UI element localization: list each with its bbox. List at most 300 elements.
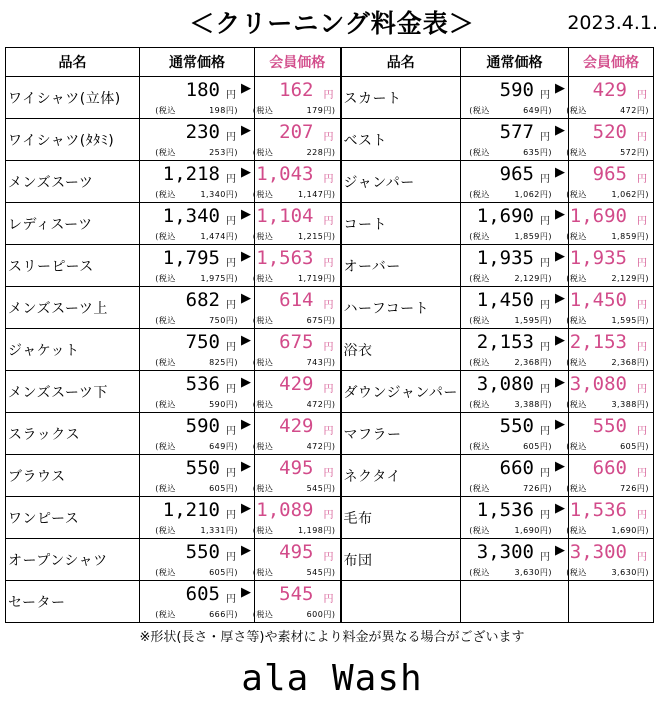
tax-unit: 円) [323, 442, 336, 451]
tax-value: 2,129 [514, 274, 540, 283]
member-price: 207 [279, 121, 314, 143]
yen-unit: 円 [226, 552, 236, 563]
regular-price: 3,080 [476, 373, 534, 395]
tax-label: (税込 [155, 526, 176, 535]
yen-unit: 円 [323, 594, 334, 605]
regular-price-cell [461, 161, 569, 203]
item-name: コート [341, 203, 461, 245]
tax-included-price [155, 231, 238, 242]
tax-included-price [253, 357, 336, 368]
tax-included-price [155, 441, 238, 452]
tax-included-price [155, 525, 238, 536]
tax-label: (税込 [155, 484, 176, 493]
page-title: ＜クリーニング料金表＞ [189, 9, 475, 38]
tax-included-price [155, 315, 238, 326]
tax-label: (税込 [252, 106, 274, 115]
regular-price: 577 [499, 121, 534, 143]
arrow-right-icon: ▶ [241, 249, 251, 264]
yen-unit: 円 [540, 426, 550, 437]
regular-price: 3,300 [476, 541, 534, 563]
item-name: ブラウス [6, 455, 140, 497]
header-name-right: 品名 [341, 48, 461, 77]
tax-included-price [155, 105, 238, 116]
table-row [6, 245, 654, 287]
table-row [6, 581, 654, 623]
member-price: 1,104 [256, 205, 314, 227]
yen-unit: 円 [637, 258, 647, 269]
arrow-right-icon: ▶ [241, 543, 251, 558]
empty-cell [569, 581, 654, 623]
regular-price: 660 [499, 457, 534, 479]
header-regular-left: 通常価格 [140, 48, 255, 77]
yen-unit: 円 [323, 552, 334, 563]
member-price: 1,935 [569, 247, 627, 269]
tax-unit: 円) [225, 568, 238, 577]
header-row [6, 48, 654, 77]
yen-unit: 円 [637, 342, 647, 353]
tax-label: (税込 [469, 148, 490, 157]
tax-label: (税込 [566, 274, 587, 283]
tax-value: 750 [209, 316, 226, 325]
member-price: 429 [279, 373, 314, 395]
arrow-right-icon: ▶ [241, 81, 251, 96]
regular-price: 590 [185, 415, 220, 437]
tax-value: 3,630 [514, 568, 540, 577]
tax-label: (税込 [252, 358, 274, 367]
regular-price: 682 [185, 289, 220, 311]
arrow-right-icon: ▶ [241, 585, 251, 600]
member-price-cell [566, 77, 654, 119]
member-price-cell [566, 371, 654, 413]
regular-price-cell [140, 497, 255, 539]
member-price: 1,450 [569, 289, 627, 311]
tax-unit: 円) [225, 400, 238, 409]
tax-label: (税込 [252, 190, 274, 199]
tax-label: (税込 [252, 316, 274, 325]
tax-included-price [566, 147, 649, 158]
tax-label: (税込 [252, 442, 274, 451]
tax-value: 3,388 [611, 400, 637, 409]
member-price-cell [566, 455, 654, 497]
regular-price: 605 [185, 583, 220, 605]
tax-unit: 円) [539, 316, 552, 325]
tax-included-price [155, 609, 238, 620]
tax-unit: 円) [225, 484, 238, 493]
regular-price-cell [140, 371, 255, 413]
tax-unit: 円) [323, 148, 336, 157]
table-row [6, 539, 654, 581]
member-price-cell [566, 119, 654, 161]
regular-price: 1,218 [162, 163, 220, 185]
item-name: ダウンジャンパー [341, 371, 461, 413]
tax-value: 635 [523, 148, 540, 157]
item-name: ベスト [341, 119, 461, 161]
tax-value: 1,147 [297, 190, 324, 199]
header-member-left: 会員価格 [255, 48, 341, 77]
tax-value: 743 [306, 358, 324, 367]
tax-unit: 円) [636, 232, 649, 241]
tax-label: (税込 [566, 106, 587, 115]
header-name-left: 品名 [6, 48, 140, 77]
regular-price-cell [461, 245, 569, 287]
tax-unit: 円) [323, 274, 336, 283]
header-member-right: 会員価格 [569, 48, 654, 77]
tax-value: 472 [306, 442, 324, 451]
tax-value: 649 [523, 106, 540, 115]
member-price: 1,043 [256, 163, 314, 185]
tax-value: 472 [620, 106, 637, 115]
member-price: 614 [279, 289, 314, 311]
tax-unit: 円) [636, 400, 649, 409]
tax-value: 1,198 [297, 526, 324, 535]
yen-unit: 円 [226, 426, 236, 437]
tax-unit: 円) [323, 190, 336, 199]
tax-included-price [155, 147, 238, 158]
tax-value: 666 [209, 610, 226, 619]
yen-unit: 円 [540, 300, 550, 311]
tax-unit: 円) [225, 274, 238, 283]
tax-unit: 円) [636, 442, 649, 451]
yen-unit: 円 [226, 174, 236, 185]
item-name [341, 581, 461, 623]
tax-label: (税込 [155, 358, 176, 367]
tax-label: (税込 [566, 484, 587, 493]
tax-included-price [566, 273, 649, 284]
tax-included-price [155, 483, 238, 494]
member-price-cell [252, 119, 341, 161]
yen-unit: 円 [540, 258, 550, 269]
member-price: 660 [592, 457, 627, 479]
tax-unit: 円) [323, 358, 336, 367]
regular-price: 1,935 [476, 247, 534, 269]
table-row [6, 77, 654, 119]
tax-unit: 円) [323, 316, 336, 325]
item-name: オープンシャツ [6, 539, 140, 581]
table-row [6, 287, 654, 329]
tax-included-price [566, 483, 649, 494]
yen-unit: 円 [540, 216, 550, 227]
item-name: メンズスーツ下 [6, 371, 140, 413]
regular-price-cell [140, 455, 255, 497]
member-price: 1,089 [256, 499, 314, 521]
arrow-right-icon: ▶ [241, 375, 251, 390]
tax-value: 1,690 [514, 526, 540, 535]
tax-included-price [566, 231, 649, 242]
item-name: ジャンパー [341, 161, 461, 203]
tax-label: (税込 [252, 232, 274, 241]
yen-unit: 円 [226, 384, 236, 395]
regular-price-cell [140, 329, 255, 371]
tax-included-price [253, 105, 336, 116]
yen-unit: 円 [637, 90, 647, 101]
tax-included-price [155, 567, 238, 578]
regular-price-cell [140, 203, 255, 245]
regular-price: 2,153 [476, 331, 534, 353]
tax-label: (税込 [155, 232, 176, 241]
yen-unit: 円 [323, 468, 334, 479]
tax-value: 1,859 [611, 232, 637, 241]
tax-unit: 円) [636, 568, 649, 577]
item-name: ネクタイ [341, 455, 461, 497]
regular-price: 1,210 [162, 499, 220, 521]
tax-unit: 円) [323, 106, 336, 115]
tax-included-price [469, 105, 552, 116]
yen-unit: 円 [540, 342, 550, 353]
tax-label: (税込 [469, 568, 490, 577]
yen-unit: 円 [637, 174, 647, 185]
tax-value: 1,062 [514, 190, 540, 199]
yen-unit: 円 [540, 90, 550, 101]
tax-unit: 円) [225, 526, 238, 535]
item-name: ワンピース [6, 497, 140, 539]
member-price: 675 [279, 331, 314, 353]
tax-unit: 円) [636, 274, 649, 283]
tax-label: (税込 [155, 274, 176, 283]
yen-unit: 円 [226, 300, 236, 311]
yen-unit: 円 [637, 300, 647, 311]
arrow-right-icon: ▶ [555, 165, 565, 180]
tax-value: 198 [209, 106, 226, 115]
member-price: 1,690 [569, 205, 627, 227]
member-price-cell [566, 203, 654, 245]
yen-unit: 円 [323, 426, 334, 437]
tax-label: (税込 [155, 442, 176, 451]
arrow-right-icon: ▶ [241, 333, 251, 348]
tax-label: (税込 [469, 106, 490, 115]
regular-price: 1,536 [476, 499, 534, 521]
member-price: 550 [592, 415, 627, 437]
tax-label: (税込 [566, 526, 587, 535]
yen-unit: 円 [540, 174, 550, 185]
table-row [6, 161, 654, 203]
member-price-cell [252, 161, 341, 203]
empty-cell [461, 581, 569, 623]
tax-unit: 円) [225, 190, 238, 199]
tax-label: (税込 [469, 316, 490, 325]
tax-included-price [469, 231, 552, 242]
yen-unit: 円 [226, 510, 236, 521]
tax-included-price [566, 357, 649, 368]
tax-unit: 円) [225, 358, 238, 367]
arrow-right-icon: ▶ [555, 459, 565, 474]
yen-unit: 円 [226, 216, 236, 227]
member-price: 495 [279, 457, 314, 479]
tax-label: (税込 [155, 568, 176, 577]
tax-included-price [469, 399, 552, 410]
yen-unit: 円 [323, 510, 334, 521]
tax-value: 253 [209, 148, 226, 157]
regular-price-cell [140, 77, 255, 119]
tax-included-price [253, 483, 336, 494]
member-price-cell [252, 329, 341, 371]
tax-label: (税込 [469, 484, 490, 493]
tax-included-price [566, 441, 649, 452]
tax-value: 2,368 [611, 358, 637, 367]
tax-label: (税込 [566, 442, 587, 451]
tax-unit: 円) [539, 106, 552, 115]
item-name: 毛布 [341, 497, 461, 539]
item-name: オーバー [341, 245, 461, 287]
tax-included-price [253, 567, 336, 578]
tax-value: 1,859 [514, 232, 540, 241]
tax-included-price [253, 399, 336, 410]
yen-unit: 円 [323, 384, 334, 395]
tax-included-price [253, 441, 336, 452]
tax-label: (税込 [469, 190, 490, 199]
table-row [6, 329, 654, 371]
tax-unit: 円) [539, 190, 552, 199]
regular-price-cell [140, 413, 255, 455]
tax-label: (税込 [155, 148, 176, 157]
item-name: ハーフコート [341, 287, 461, 329]
member-price: 495 [279, 541, 314, 563]
tax-unit: 円) [539, 400, 552, 409]
regular-price-cell [461, 497, 569, 539]
yen-unit: 円 [637, 132, 647, 143]
price-table [5, 47, 654, 623]
tax-value: 590 [209, 400, 226, 409]
tax-value: 545 [306, 568, 324, 577]
arrow-right-icon: ▶ [555, 291, 565, 306]
tax-unit: 円) [636, 148, 649, 157]
tax-included-price [253, 273, 336, 284]
tax-value: 1,595 [514, 316, 540, 325]
item-name: メンズスーツ上 [6, 287, 140, 329]
tax-included-price [566, 399, 649, 410]
tax-label: (税込 [566, 400, 587, 409]
regular-price: 1,795 [162, 247, 220, 269]
tax-value: 1,975 [200, 274, 226, 283]
member-price: 1,536 [569, 499, 627, 521]
regular-price: 1,690 [476, 205, 534, 227]
tax-unit: 円) [636, 316, 649, 325]
tax-included-price [566, 315, 649, 326]
tax-value: 1,062 [611, 190, 637, 199]
tax-value: 3,388 [514, 400, 540, 409]
tax-unit: 円) [636, 484, 649, 493]
regular-price-cell [461, 119, 569, 161]
regular-price-cell [140, 119, 255, 161]
tax-value: 1,331 [200, 526, 226, 535]
tax-label: (税込 [566, 190, 587, 199]
tax-included-price [155, 189, 238, 200]
tax-included-price [469, 441, 552, 452]
yen-unit: 円 [226, 132, 236, 143]
yen-unit: 円 [540, 384, 550, 395]
tax-label: (税込 [566, 148, 587, 157]
tax-value: 1,595 [611, 316, 637, 325]
yen-unit: 円 [540, 132, 550, 143]
member-price-cell [566, 245, 654, 287]
tax-unit: 円) [539, 526, 552, 535]
tax-label: (税込 [566, 568, 587, 577]
regular-price: 550 [185, 541, 220, 563]
tax-value: 726 [523, 484, 540, 493]
tax-included-price [253, 147, 336, 158]
member-price-cell [566, 497, 654, 539]
tax-unit: 円) [225, 316, 238, 325]
arrow-right-icon: ▶ [241, 291, 251, 306]
member-price-cell [252, 245, 341, 287]
member-price: 3,080 [569, 373, 627, 395]
regular-price: 550 [185, 457, 220, 479]
table-row [6, 497, 654, 539]
item-name: メンズスーツ [6, 161, 140, 203]
tax-label: (税込 [469, 526, 490, 535]
tax-value: 1,474 [200, 232, 226, 241]
tax-value: 649 [209, 442, 226, 451]
member-price-cell [252, 455, 341, 497]
regular-price: 750 [185, 331, 220, 353]
tax-label: (税込 [469, 274, 490, 283]
regular-price-cell [140, 161, 255, 203]
table-row [6, 371, 654, 413]
tax-value: 3,630 [611, 568, 637, 577]
tax-value: 1,215 [297, 232, 324, 241]
tax-unit: 円) [323, 232, 336, 241]
tax-included-price [155, 273, 238, 284]
yen-unit: 円 [323, 90, 334, 101]
tax-label: (税込 [566, 358, 587, 367]
tax-included-price [469, 147, 552, 158]
regular-price: 180 [185, 79, 220, 101]
member-price-cell [566, 287, 654, 329]
item-name: スラックス [6, 413, 140, 455]
brand-logo-text: ala Wash [241, 658, 423, 699]
tax-unit: 円) [636, 358, 649, 367]
item-name: ワイシャツ(立体) [6, 77, 140, 119]
tax-included-price [253, 189, 336, 200]
tax-label: (税込 [252, 148, 274, 157]
regular-price: 230 [185, 121, 220, 143]
tax-included-price [469, 567, 552, 578]
member-price: 1,563 [256, 247, 314, 269]
tax-label: (税込 [252, 484, 274, 493]
tax-unit: 円) [539, 442, 552, 451]
tax-included-price [469, 525, 552, 536]
tax-unit: 円) [323, 526, 336, 535]
date-label: 2023.4.1. [567, 12, 658, 34]
item-name: ワイシャツ(ﾀﾀﾐ) [6, 119, 140, 161]
member-price-cell [252, 581, 341, 623]
member-price-cell [252, 413, 341, 455]
tax-value: 605 [523, 442, 540, 451]
footnote: ※形状(長さ・厚さ等)や素材により料金が異なる場合がございます [139, 630, 525, 645]
member-price-cell [566, 413, 654, 455]
regular-price-cell [461, 539, 569, 581]
member-price-cell [252, 539, 341, 581]
tax-label: (税込 [155, 190, 176, 199]
yen-unit: 円 [323, 132, 334, 143]
tax-included-price [469, 273, 552, 284]
tax-label: (税込 [252, 610, 274, 619]
regular-price-cell [140, 581, 255, 623]
tax-value: 605 [209, 568, 226, 577]
arrow-right-icon: ▶ [555, 123, 565, 138]
arrow-right-icon: ▶ [555, 543, 565, 558]
tax-included-price [469, 483, 552, 494]
tax-value: 472 [306, 400, 324, 409]
header-regular-right: 通常価格 [461, 48, 569, 77]
tax-included-price [155, 357, 238, 368]
table-row [6, 413, 654, 455]
yen-unit: 円 [637, 552, 647, 563]
tax-included-price [566, 105, 649, 116]
tax-unit: 円) [636, 106, 649, 115]
yen-unit: 円 [637, 384, 647, 395]
tax-value: 675 [306, 316, 324, 325]
arrow-right-icon: ▶ [555, 81, 565, 96]
